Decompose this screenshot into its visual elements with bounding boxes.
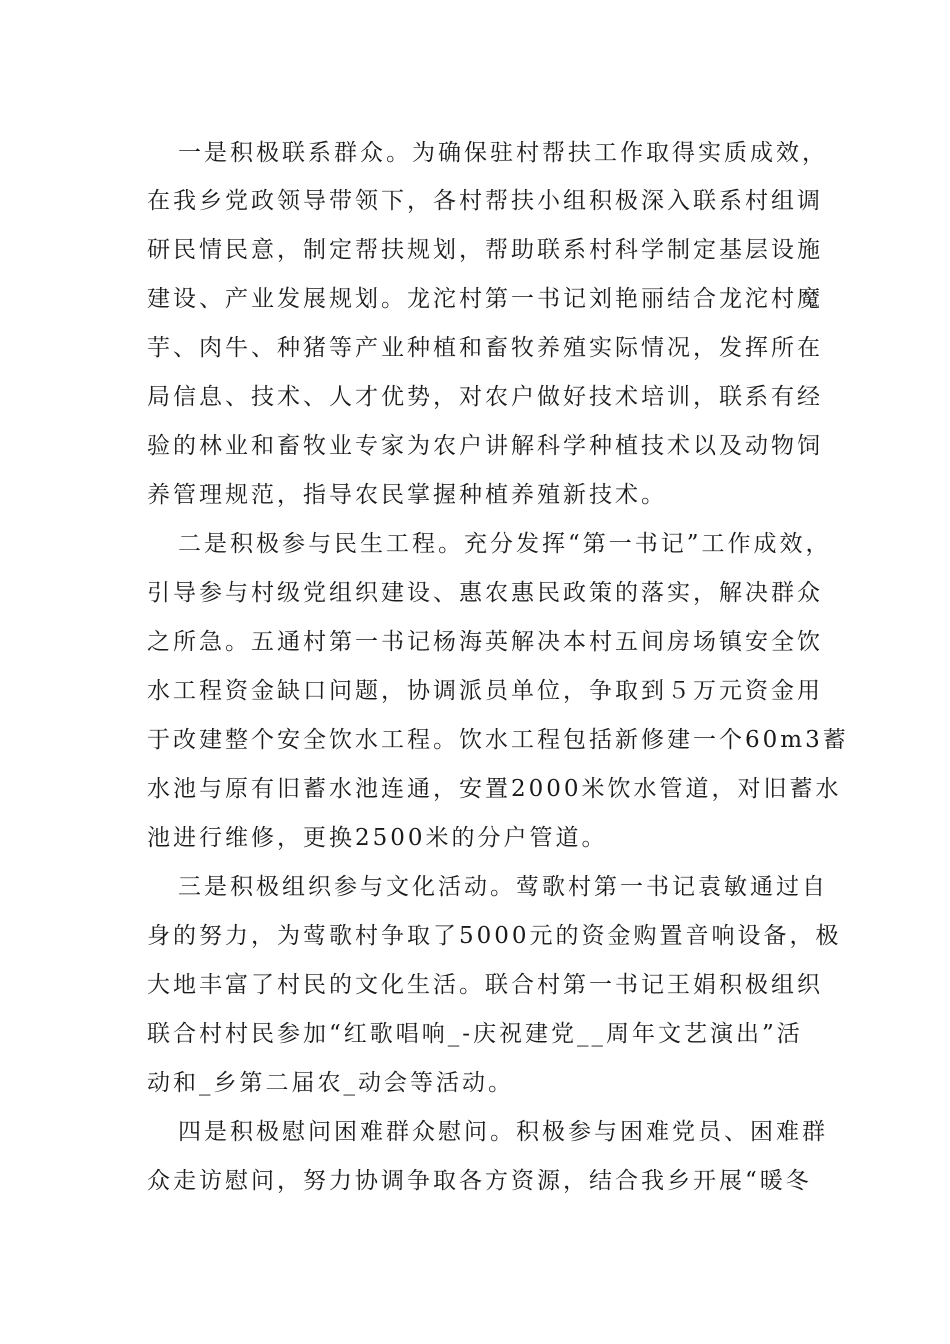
paragraph-2-line-7: 池进行维修，更换2500米的分户管道。: [147, 825, 608, 851]
paragraph-2-line-4: 水工程资金缺口问题，协调派员单位，争取到５万元资金用: [147, 678, 823, 704]
paragraph-1-line-3: 研民情民意，制定帮扶规划，帮助联系村科学制定基层设施: [147, 237, 823, 263]
paragraph-1-line-6: 局信息、技术、人才优势，对农户做好技术培训，联系有经: [147, 384, 823, 410]
paragraph-3-line-4: 联合村村民参加“红歌唱响_-庆祝建党__周年文艺演出”活: [147, 1021, 803, 1047]
paragraph-4-line-2: 众走访慰问，努力协调争取各方资源，结合我乡开展“暖冬: [147, 1168, 812, 1194]
paragraph-2-line-6: 水池与原有旧蓄水池连通，安置2000米饮水管道，对旧蓄水: [147, 776, 842, 802]
paragraph-1-line-2: 在我乡党政领导带领下，各村帮扶小组积极深入联系村组调: [147, 188, 823, 214]
paragraph-3-line-1: 三是积极组织参与文化活动。莺歌村第一书记袁敏通过自: [178, 874, 828, 900]
paragraph-3-line-3: 大地丰富了村民的文化生活。联合村第一书记王娟积极组织: [147, 972, 823, 998]
paragraph-1-line-1: 一是积极联系群众。为确保驻村帮扶工作取得实质成效，: [178, 140, 828, 166]
paragraph-1-line-8: 养管理规范，指导农民掌握种植养殖新技术。: [147, 482, 667, 508]
paragraph-3-line-2: 身的努力，为莺歌村争取了5000元的资金购置音响设备，极: [147, 923, 842, 949]
paragraph-2-line-3: 之所急。五通村第一书记杨海英解决本村五间房场镇安全饮: [147, 629, 823, 655]
paragraph-4-line-1: 四是积极慰问困难群众慰问。积极参与困难党员、困难群: [178, 1119, 828, 1145]
paragraph-1-line-5: 芋、肉牛、种猪等产业种植和畜牧养殖实际情况，发挥所在: [147, 335, 823, 361]
paragraph-3-line-5: 动和_乡第二届农_动会等活动。: [147, 1070, 514, 1096]
paragraph-2-line-5: 于改建整个安全饮水工程。饮水工程包括新修建一个60m3蓄: [147, 727, 849, 753]
paragraph-1-line-4: 建设、产业发展规划。龙沱村第一书记刘艳丽结合龙沱村魔: [147, 286, 823, 312]
paragraph-1-line-7: 验的林业和畜牧业专家为农户讲解科学种植技术以及动物饲: [147, 433, 823, 459]
paragraph-2-line-2: 引导参与村级党组织建设、惠农惠民政策的落实，解决群众: [147, 580, 823, 606]
paragraph-2-line-1: 二是积极参与民生工程。充分发挥“第一书记”工作成效，: [178, 531, 832, 557]
